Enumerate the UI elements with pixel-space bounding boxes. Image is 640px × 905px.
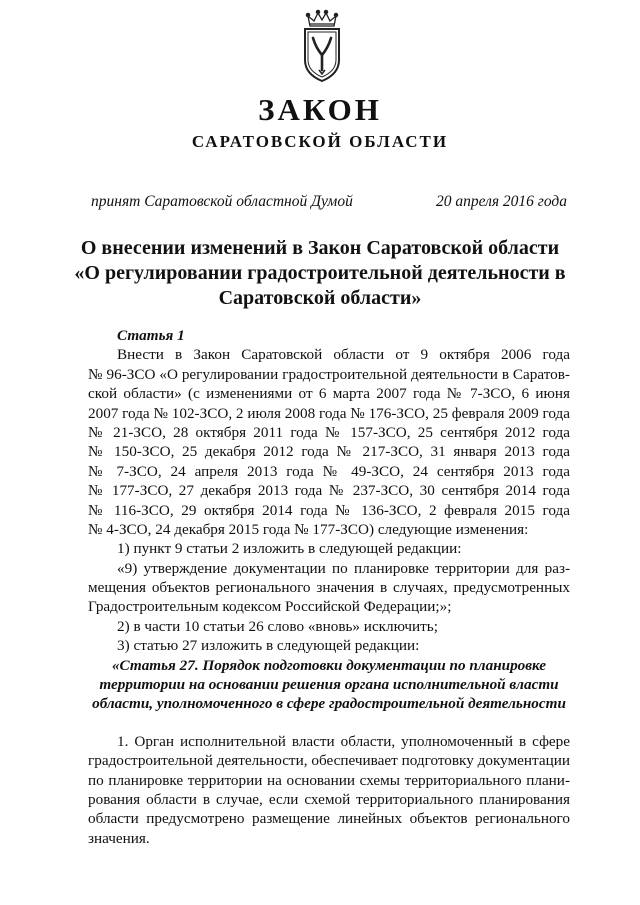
adopted-by-text: принят Саратовской областной Думой	[91, 193, 353, 210]
body-line: 1. Орган исполнительной власти области, уполномоченный в сфере	[117, 732, 570, 750]
adopted-date: 20 апреля 2016 года	[435, 193, 567, 210]
body-line: по планировке территории на основании схемы территориального плани-	[88, 771, 570, 789]
law-title: ЗАКОН	[258, 92, 382, 127]
body-line: рования области в случае, если схемой территориального планирования	[88, 790, 570, 808]
body-line: № 177-ЗСО, 27 декабря 2013 года № 237-ЗСО, 30 сентября 2014 года	[88, 482, 570, 500]
article-27-title-line: «Статья 27. Порядок подготовки документации по планировке	[111, 656, 547, 674]
body-line: 3) статью 27 изложить в следующей редакции:	[117, 637, 420, 655]
spacer	[88, 714, 570, 732]
body-line: 2) в части 10 статьи 26 слово «вновь» исключить;	[117, 617, 438, 635]
heading-line: «О регулировании градостроительной деятельности в	[74, 262, 566, 284]
body-line: Градостроительным кодексом Российской Федерации;»;	[88, 598, 452, 616]
body-line: «9) утверждение документации по планировке территории для раз-	[117, 559, 570, 577]
law-region: САРАТОВСКОЙ ОБЛАСТИ	[191, 132, 449, 151]
article-27-title-line: области, уполномоченного в сфере градостроительной деятельности	[92, 695, 566, 713]
coat-of-arms-icon	[296, 8, 348, 84]
heading-line: Саратовской области»	[218, 287, 422, 309]
heading-line: О внесении изменений в Закон Саратовской области	[80, 237, 560, 259]
document-body	[88, 326, 570, 848]
document-heading	[70, 236, 570, 311]
article-1-label: Статья 1	[117, 327, 185, 344]
body-line: ской области» (с изменениями от 6 марта 2007 года № 7-ЗСО, 6 июня	[88, 385, 570, 403]
article-27-title-line: территории на основании решения органа исполнительной власти	[99, 676, 559, 694]
body-line: № 116-ЗСО, 29 октября 2014 года № 136-ЗСО, 2 февраля 2015 года	[88, 501, 570, 519]
body-line: № 96-ЗСО «О регулировании градостроительной деятельности в Саратов-	[88, 365, 570, 383]
body-line: № 4-ЗСО, 24 декабря 2015 года № 177-ЗСО) следующие изменения:	[88, 520, 529, 538]
body-line: 1) пункт 9 статьи 2 изложить в следующей редакции:	[117, 540, 462, 558]
body-line: 2007 года № 102-ЗСО, 2 июля 2008 года № 176-ЗСО, 25 февраля 2009 года	[88, 404, 570, 422]
body-line: значения.	[88, 829, 150, 847]
body-line: Внести в Закон Саратовской области от 9 октября 2006 года	[117, 346, 570, 364]
body-line: области предусмотрено размещение линейных объектов регионального	[88, 810, 570, 828]
body-line: мещения объектов регионального значения в случаях, предусмотренных	[88, 579, 570, 597]
body-line: № 7-ЗСО, 24 апреля 2013 года № 49-ЗСО, 24 сентября 2013 года	[88, 462, 570, 480]
body-line: градостроительной деятельности, обеспечивает подготовку документации	[88, 752, 570, 770]
body-line: № 21-ЗСО, 28 октября 2011 года № 157-ЗСО, 25 сентября 2012 года	[88, 423, 570, 441]
body-line: № 150-ЗСО, 25 декабря 2012 года № 217-ЗСО, 31 января 2013 года	[88, 443, 570, 461]
